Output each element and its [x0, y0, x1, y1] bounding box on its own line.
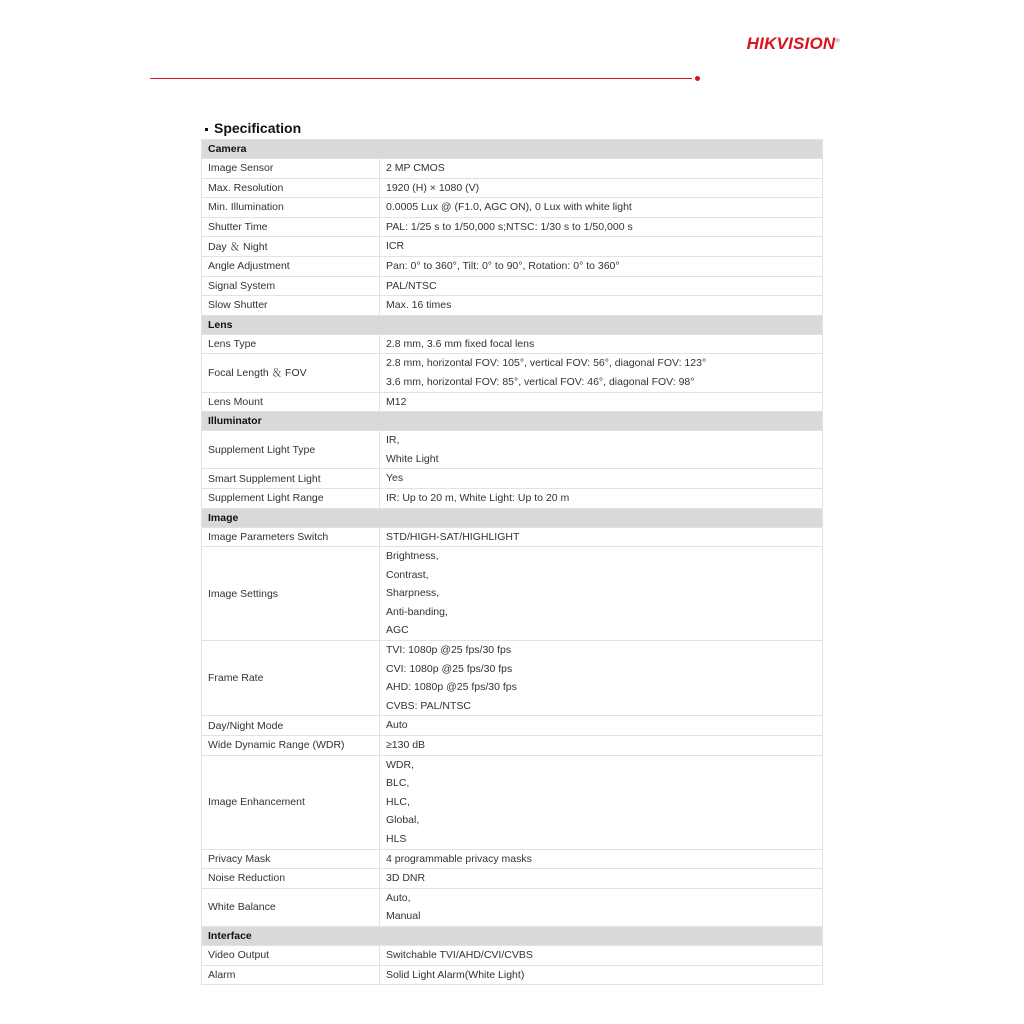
spec-value-line: 1920 (H) × 1080 (V)	[386, 181, 480, 194]
spec-label: White Balance	[202, 888, 380, 926]
spec-value-line: IR: Up to 20 m, White Light: Up to 20 m	[386, 491, 570, 504]
table-row	[202, 256, 823, 276]
spec-value	[380, 736, 823, 756]
spec-label: Noise Reduction	[202, 869, 380, 889]
spec-value	[380, 869, 823, 889]
spec-value	[380, 198, 823, 218]
spec-value	[380, 716, 823, 736]
spec-value-line: Auto	[386, 719, 408, 732]
spec-value-line: M12	[386, 395, 407, 408]
table-row	[202, 736, 823, 756]
section-title: Camera	[202, 140, 823, 159]
table-row	[202, 527, 823, 547]
spec-table	[201, 139, 823, 985]
spec-value-line: Anti-banding,	[386, 605, 448, 618]
spec-label: Day ＆ Night	[202, 237, 380, 257]
table-row	[202, 276, 823, 296]
spec-value-line: ICR	[386, 240, 405, 253]
table-row	[202, 392, 823, 412]
spec-value-line: BLC,	[386, 777, 410, 790]
spec-value-line: AHD: 1080p @25 fps/30 fps	[386, 681, 517, 694]
spec-value-line: 2 MP CMOS	[386, 162, 445, 174]
header-divider-dot	[695, 76, 700, 81]
spec-value-line: 0.0005 Lux @ (F1.0, AGC ON), 0 Lux with white light	[386, 201, 632, 214]
section-title: Image	[202, 508, 823, 527]
spec-value	[380, 965, 823, 985]
brand-logo	[747, 34, 840, 54]
spec-value	[380, 641, 823, 716]
spec-label: Lens Mount	[202, 392, 380, 412]
table-row	[202, 178, 823, 198]
spec-value-line: STD/HIGH-SAT/HIGHLIGHT	[386, 530, 520, 543]
spec-value-line: AGC	[386, 624, 409, 637]
table-row	[202, 849, 823, 869]
title-bullet-icon	[205, 128, 208, 131]
spec-value-line: 4 programmable privacy masks	[386, 852, 532, 865]
spec-label: Min. Illumination	[202, 198, 380, 218]
spec-label: Shutter Time	[202, 217, 380, 237]
section-header-illuminator	[202, 412, 823, 431]
spec-value-line: Auto,	[386, 891, 411, 904]
table-row	[202, 354, 823, 392]
table-row	[202, 296, 823, 316]
header-divider	[150, 78, 692, 79]
spec-value	[380, 431, 823, 469]
table-row	[202, 755, 823, 849]
spec-value-line: CVBS: PAL/NTSC	[386, 699, 471, 712]
spec-value	[380, 334, 823, 354]
spec-value-line: Manual	[386, 910, 421, 923]
spec-value	[380, 392, 823, 412]
table-row	[202, 431, 823, 469]
spec-value	[380, 217, 823, 237]
spec-value-line: White Light	[386, 452, 439, 465]
table-row	[202, 198, 823, 218]
spec-label: Day/Night Mode	[202, 716, 380, 736]
section-title: Illuminator	[202, 412, 823, 431]
spec-value	[380, 159, 823, 179]
section-header-lens	[202, 315, 823, 334]
section-title: Interface	[202, 926, 823, 945]
page-title-text: Specification	[214, 120, 302, 136]
spec-value	[380, 547, 823, 641]
table-row	[202, 945, 823, 965]
spec-label: Privacy Mask	[202, 849, 380, 869]
spec-value	[380, 488, 823, 508]
spec-label: Image Sensor	[202, 159, 380, 179]
spec-value	[380, 849, 823, 869]
spec-value-line: 3.6 mm, horizontal FOV: 85°, vertical FOV: 46°, diagonal FOV: 98°	[386, 375, 695, 388]
spec-label: Supplement Light Range	[202, 488, 380, 508]
spec-table-body	[202, 140, 823, 985]
table-row	[202, 334, 823, 354]
spec-value-line: HLS	[386, 833, 407, 845]
spec-value-line: IR,	[386, 434, 400, 447]
spec-label: Lens Type	[202, 334, 380, 354]
section-header-interface	[202, 926, 823, 945]
spec-value	[380, 945, 823, 965]
spec-value	[380, 256, 823, 276]
table-row	[202, 888, 823, 926]
table-row	[202, 217, 823, 237]
spec-value-line: Brightness,	[386, 550, 439, 563]
table-row	[202, 716, 823, 736]
spec-value-line: WDR,	[386, 758, 414, 771]
spec-value-line: PAL/NTSC	[386, 279, 437, 292]
spec-label: Image Settings	[202, 547, 380, 641]
spec-value-line: PAL: 1/25 s to 1/50,000 s;NTSC: 1/30 s to 1/50,000 s	[386, 220, 633, 233]
spec-label: Image Enhancement	[202, 755, 380, 849]
spec-label: Video Output	[202, 945, 380, 965]
spec-value-line: Global,	[386, 814, 420, 827]
spec-value	[380, 354, 823, 392]
spec-value	[380, 888, 823, 926]
table-row	[202, 869, 823, 889]
spec-label: Signal System	[202, 276, 380, 296]
spec-value-line: 2.8 mm, 3.6 mm fixed focal lens	[386, 337, 535, 350]
spec-value-line: Solid Light Alarm(White Light)	[386, 968, 525, 981]
spec-value-line: Yes	[386, 472, 404, 485]
spec-value-line: Pan: 0° to 360°, Tilt: 0° to 90°, Rotation: 0° to 360°	[386, 259, 620, 272]
spec-value-line: 2.8 mm, horizontal FOV: 105°, vertical FOV: 56°, diagonal FOV: 123°	[386, 357, 707, 370]
spec-value-line: CVI: 1080p @25 fps/30 fps	[386, 662, 513, 675]
table-row	[202, 237, 823, 257]
spec-value-line: Switchable TVI/AHD/CVI/CVBS	[386, 948, 533, 961]
page-title	[205, 120, 301, 136]
table-row	[202, 641, 823, 716]
spec-value-line: Contrast,	[386, 568, 429, 581]
table-row	[202, 547, 823, 641]
spec-value	[380, 178, 823, 198]
spec-value-line: Max. 16 times	[386, 299, 452, 312]
spec-value	[380, 755, 823, 849]
section-header-image	[202, 508, 823, 527]
spec-label: Wide Dynamic Range (WDR)	[202, 736, 380, 756]
spec-value	[380, 469, 823, 489]
spec-label: Image Parameters Switch	[202, 527, 380, 547]
table-row	[202, 965, 823, 985]
section-title: Lens	[202, 315, 823, 334]
registered-mark: ®	[835, 38, 840, 45]
brand-name: HIKVISION	[746, 34, 836, 53]
spec-value	[380, 237, 823, 257]
table-row	[202, 488, 823, 508]
spec-value-line: Sharpness,	[386, 587, 440, 600]
spec-label: Angle Adjustment	[202, 256, 380, 276]
spec-label: Max. Resolution	[202, 178, 380, 198]
table-row	[202, 159, 823, 179]
spec-value-line: ≥130 dB	[386, 739, 426, 752]
table-row	[202, 469, 823, 489]
spec-value-line: HLC,	[386, 795, 410, 808]
spec-label: Supplement Light Type	[202, 431, 380, 469]
spec-value-line: 3D DNR	[386, 872, 426, 885]
spec-label: Slow Shutter	[202, 296, 380, 316]
spec-label: Alarm	[202, 965, 380, 985]
spec-value	[380, 276, 823, 296]
spec-label: Frame Rate	[202, 641, 380, 716]
spec-value	[380, 296, 823, 316]
spec-label: Smart Supplement Light	[202, 469, 380, 489]
spec-value-line: TVI: 1080p @25 fps/30 fps	[386, 644, 512, 657]
section-header-camera	[202, 140, 823, 159]
spec-label: Focal Length ＆ FOV	[202, 354, 380, 392]
spec-value	[380, 527, 823, 547]
